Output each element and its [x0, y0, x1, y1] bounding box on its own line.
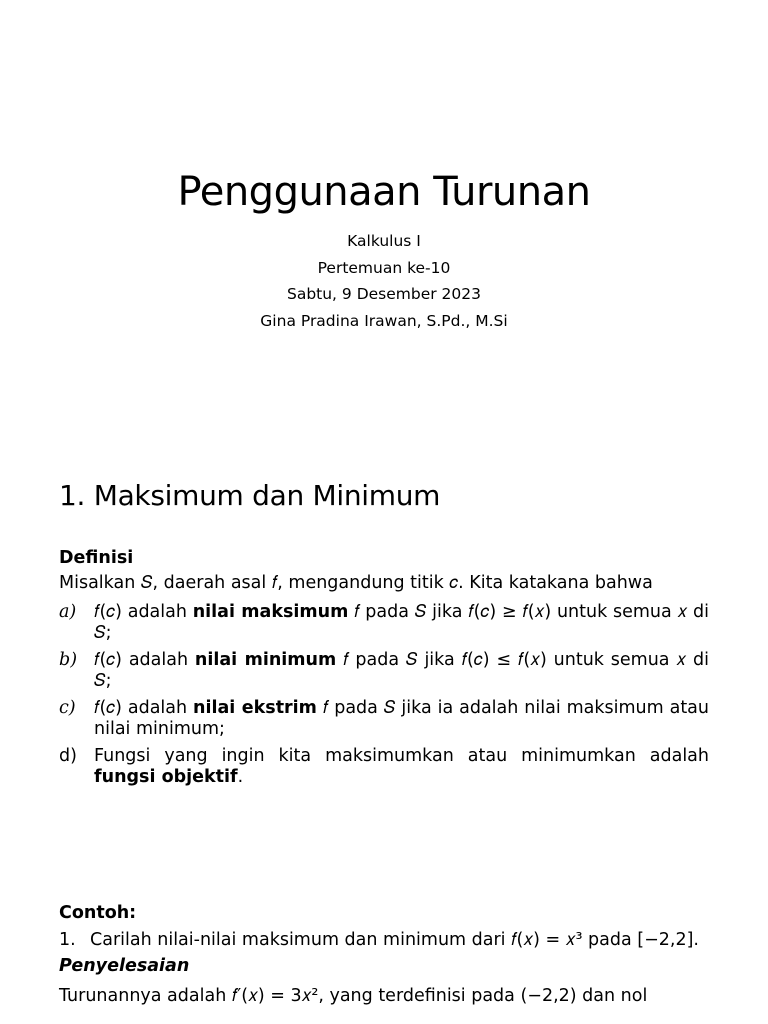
- section-title: 1. Maksimum dan Minimum: [59, 479, 441, 512]
- item-text-post: .: [237, 767, 244, 787]
- item-text-pre: 𝑓(𝑐) adalah: [94, 698, 194, 718]
- definition-block: [59, 546, 709, 788]
- item-marker: 1.: [59, 930, 76, 950]
- definition-item-a: [59, 602, 709, 644]
- title-block: [0, 166, 768, 334]
- definition-item-b: [59, 650, 709, 692]
- item-text-post: 𝑓 pada 𝑆 jika ia adalah nilai maksimum atau nilai minimum;: [94, 698, 710, 739]
- page-title: Penggunaan Turunan: [177, 169, 591, 215]
- meeting-number: Pertemuan ke-10: [317, 258, 451, 277]
- item-text-post: 𝑓 pada 𝑆 jika 𝑓(𝑐) ≤ 𝑓(𝑥) untuk semua 𝑥 di 𝑆;: [94, 650, 709, 691]
- example-item-1: [59, 930, 709, 951]
- item-marker: b): [59, 650, 78, 670]
- item-text: [94, 746, 709, 788]
- definition-heading: Definisi: [59, 548, 134, 568]
- definition-item-c: [59, 698, 709, 740]
- item-text: [94, 698, 709, 740]
- item-marker: d): [59, 746, 77, 766]
- item-text-bold: fungsi objektif: [94, 767, 238, 787]
- item-text: [94, 650, 709, 692]
- meta-block: [0, 228, 768, 334]
- item-marker: a): [59, 602, 77, 622]
- definition-item-d: [59, 746, 709, 788]
- item-text-bold: nilai ekstrim: [193, 698, 317, 718]
- item-text: [94, 602, 709, 644]
- item-text-post: 𝑓 pada 𝑆 jika 𝑓(𝑐) ≥ 𝑓(𝑥) untuk semua 𝑥 di 𝑆;: [94, 602, 709, 643]
- example-heading: Contoh:: [59, 903, 137, 923]
- example-block: [59, 901, 709, 1011]
- item-marker: c): [59, 698, 76, 718]
- item-text-pre: 𝑓(𝑐) adalah: [94, 650, 195, 670]
- item-text: Carilah nilai-nilai maksimum dan minimum dari 𝑓(𝑥) = 𝑥³ pada [−2,2].: [90, 930, 699, 950]
- solution-heading: Penyelesaian: [59, 956, 190, 976]
- lecture-date: Sabtu, 9 Desember 2023: [286, 285, 482, 303]
- item-text-bold: nilai maksimum: [192, 602, 349, 622]
- item-text-pre: 𝑓(𝑐) adalah: [94, 602, 193, 622]
- author-name: Gina Pradina Irawan, S.Pd., M.Si: [260, 311, 508, 330]
- course-name: Kalkulus I: [347, 232, 421, 250]
- item-text-bold: nilai minimum: [194, 650, 337, 670]
- definition-intro: Misalkan 𝑆, daerah asal 𝑓, mengandung titik 𝑐. Kita katakana bahwa: [59, 573, 653, 593]
- solution-line: Turunannya adalah 𝑓′(𝑥) = 3𝑥², yang terdefinisi pada (−2,2) dan nol: [59, 986, 648, 1006]
- item-text-pre: Fungsi yang ingin kita maksimumkan atau minimumkan adalah: [94, 746, 709, 766]
